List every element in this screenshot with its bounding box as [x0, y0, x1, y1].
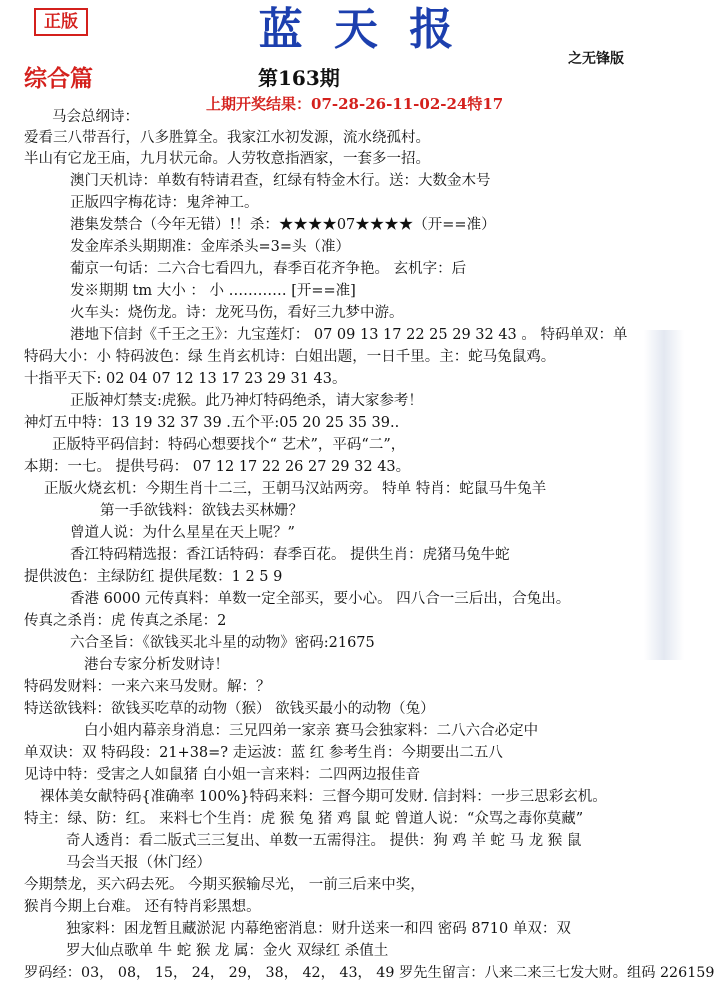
text-line: 港集发禁合（今年无错）!！杀：★★★★07★★★★（开==准）: [70, 217, 496, 233]
text-line: 香港 6000 元传真料：单数一定全部买，要小心。 四八合一三后出，合兔出。: [70, 591, 571, 607]
text-line: 火车头：烧伤龙。诗：龙死马伤，看好三九梦中游。: [70, 305, 404, 321]
text-line: 今期禁龙，买六码去死。 今期买猴输尽光， 一前三后来中奖，: [24, 877, 425, 893]
edition-label: 之无锋版: [568, 51, 624, 67]
text-line: 港地下信封《千王之王》：九宝莲灯： 07 09 13 17 22 25 29 32 43 。 特码单双：单: [70, 327, 628, 343]
text-line: 本期：一七。 提供号码： 07 12 17 22 26 27 29 32 43。: [24, 459, 411, 475]
watermark-strip: [644, 330, 684, 660]
masthead-title: 蓝 天 报: [258, 4, 462, 55]
text-line: 传真之杀肖：虎 传真之杀尾：2: [24, 613, 227, 629]
text-line: 奇人透肖：看二版式三三复出、单数一五需得注。 提供：狗 鸡 羊 蛇 马 龙 猴 鼠: [66, 833, 582, 849]
text-line: 六合圣旨：《欲钱买北斗星的动物》密码:21675: [70, 635, 375, 651]
text-line: 罗大仙点歌单 牛 蛇 猴 龙 属：金火 双绿红 杀值土: [66, 943, 389, 959]
section-title: 综合篇: [24, 65, 93, 92]
text-line: 发金库杀头期期准：金库杀头=3=头（准）: [70, 239, 351, 255]
text-line: 单双诀：双 特码段：21+38=? 走运波：蓝 红 参考生肖：今期要出二五八: [24, 745, 503, 761]
text-line: 葡京一句话：二六合七看四九，春季百花齐争艳。 玄机字：后: [70, 261, 467, 277]
issue-number: 第163期: [258, 66, 340, 90]
text-line: 曾道人说：为什么星星在天上呢？”: [70, 525, 295, 541]
text-line: 十指平天下: 02 04 07 12 13 17 23 29 31 43。: [24, 371, 347, 387]
text-line: 正版四字梅花诗：鬼斧神工。: [70, 195, 259, 211]
text-line: 特码发财料：一来六来马发财。解：？: [24, 679, 271, 695]
previous-result: 上期开奖结果：07-28-26-11-02-24特17: [206, 95, 504, 113]
text-line: 提供波色：主绿防红 提供尾数：1 2 5 9: [24, 569, 283, 585]
text-line: 独家料：困龙暂且藏淤泥 内幕绝密消息：财升送来一和四 密码 8710 单双：双: [66, 921, 571, 937]
text-line: 第一手欲钱料：欲钱去买林姗？: [100, 503, 303, 519]
text-line: 猴肖今期上台难。 还有特肖彩黑想。: [24, 899, 261, 915]
text-line: 半山有它龙王庙，九月状元命。人劳牧意指酒家，一套多一招。: [24, 151, 430, 167]
text-line: 发※期期 tm 大小 ： 小 ………… [开==准]: [70, 283, 356, 299]
edition-badge: 正版: [34, 8, 88, 36]
text-line: 港台专家分析发财诗！: [84, 657, 229, 673]
text-line: 正版火烧玄机：今期生肖十二三，王朝马汉站两旁。 特单 特肖：蛇鼠马牛兔羊: [44, 481, 547, 497]
text-line: 罗码经：03， 08， 15， 24， 29， 38， 42， 43， 49 罗先生留言：八来二来三七发大财。组码 226159: [24, 965, 715, 981]
text-line: 香江特码精选报：香江话特码：春季百花。 提供生肖：虎猪马兔牛蛇: [70, 547, 510, 563]
text-line: 见诗中特：受害之人如鼠猪 白小姐一言来料：二四两边报佳音: [24, 767, 421, 783]
text-line: 澳门天机诗：单数有特请君查，红绿有特金木行。送：大数金木号: [70, 173, 491, 189]
text-line: 正版特平码信封：特码心想要找个“ 艺术”，平码“二”，: [52, 437, 406, 453]
text-line: 特送欲钱料：欲钱买吃草的动物（猴） 欲钱买最小的动物（兔）: [24, 701, 435, 717]
text-line: 正版神灯禁支:虎猴。此乃神灯特码绝杀，请大家参考！: [70, 393, 423, 409]
text-line: 马会当天报（休门经）: [66, 855, 211, 871]
text-line: 白小姐内幕亲身消息：三兄四弟一家亲 赛马会独家料：二八六合必定中: [84, 723, 539, 739]
text-line: 爱看三八带吾行，八多胜算全。我家江水初发源，流水绕孤村。: [24, 130, 430, 146]
text-line: 马会总纲诗：: [52, 109, 139, 125]
text-line: 神灯五中特：13 19 32 37 39 .五个平:05 20 25 35 39..: [24, 415, 400, 431]
text-line: 裸体美女献特码{准确率 100%}特码来料：三督今期可发财. 信封料：一步三思彩玄机。: [40, 789, 607, 805]
text-line: 特码大小：小 特码波色：绿 生肖玄机诗：白姐出题，一日千里。主：蛇马兔鼠鸡。: [24, 349, 556, 365]
text-line: 特主：绿、防：红。 来料七个生肖：虎 猴 兔 猪 鸡 鼠 蛇 曾道人说：“众骂之毒你莫藏”: [24, 811, 584, 827]
